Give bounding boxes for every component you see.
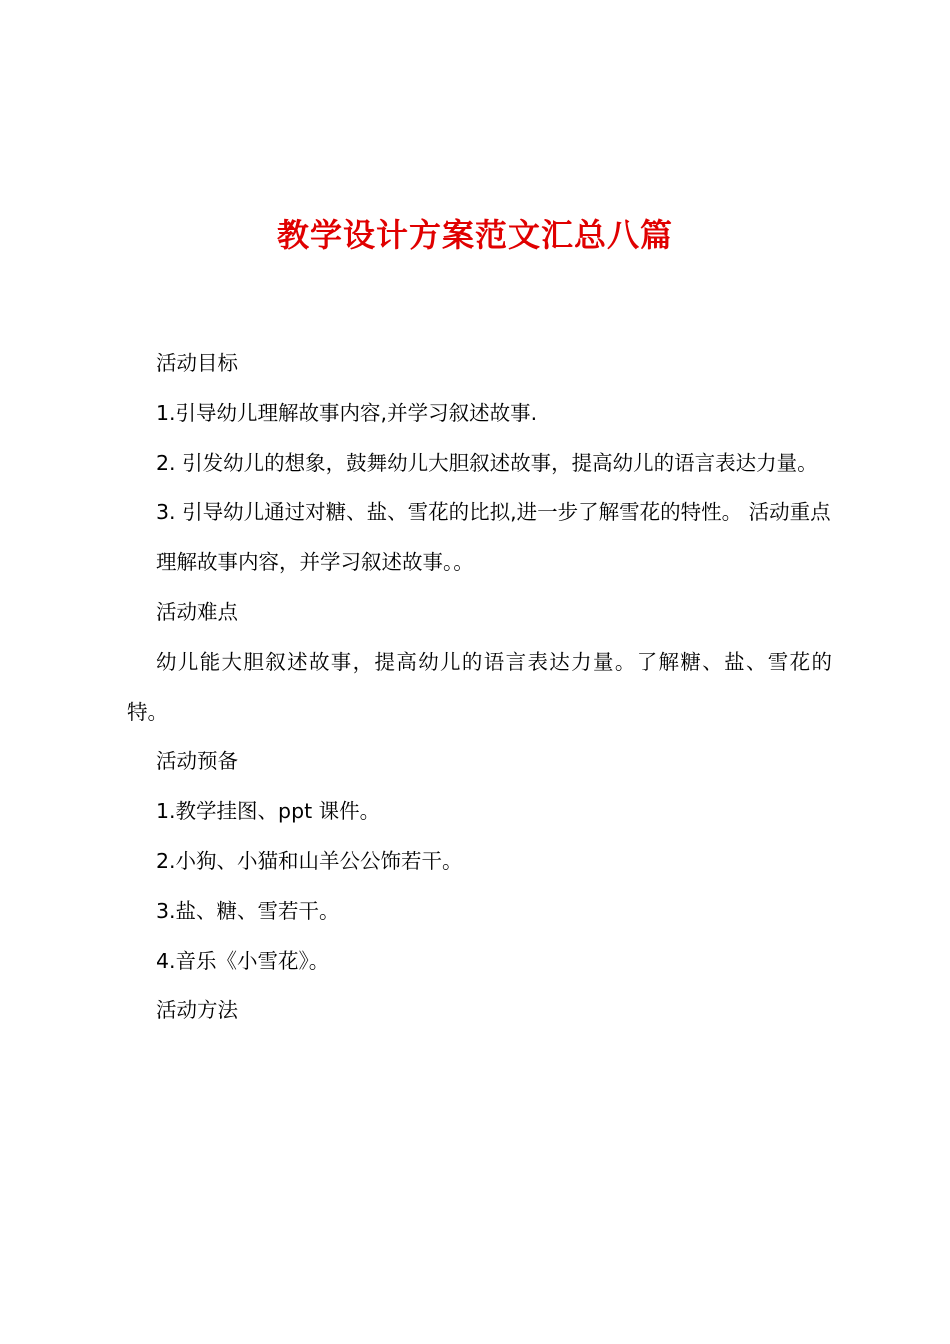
paragraph-objective-1: 1.引导幼儿理解故事内容,并学习叙述故事. — [156, 400, 538, 425]
paragraph-key-point: 理解故事内容，并学习叙述故事。。 — [156, 550, 474, 575]
paragraph-heading-preparation: 活动预备 — [156, 749, 238, 774]
paragraph-preparation-1: 1.教学挂图、ppt 课件。 — [156, 799, 381, 824]
paragraph-heading-difficulties: 活动难点 — [156, 599, 238, 624]
paragraph-preparation-3: 3.盐、糖、雪若干。 — [156, 898, 340, 923]
paragraph-objective-3: 3. 引导幼儿通过对糖、盐、雪花的比拟,进一步了解雪花的特性。 活动重点 — [156, 500, 831, 525]
paragraph-objective-2: 2. 引发幼儿的想象，鼓舞幼儿大胆叙述故事，提高幼儿的语言表达力量。 — [156, 450, 818, 475]
paragraph-heading-objectives: 活动目标 — [156, 351, 238, 375]
paragraph-preparation-4: 4.音乐《小雪花》。 — [156, 948, 330, 973]
document-title: 教学设计方案范文汇总八篇 — [276, 216, 673, 254]
paragraph-heading-methods: 活动方法 — [156, 998, 238, 1023]
paragraph-preparation-2: 2.小狗、小猫和山羊公公饰若干。 — [156, 848, 463, 873]
paragraph-difficulty: 幼儿能大胆叙述故事，提高幼儿的语言表达力量。了解糖、盐、雪花的特。 — [127, 649, 832, 724]
document-body — [127, 339, 832, 1036]
